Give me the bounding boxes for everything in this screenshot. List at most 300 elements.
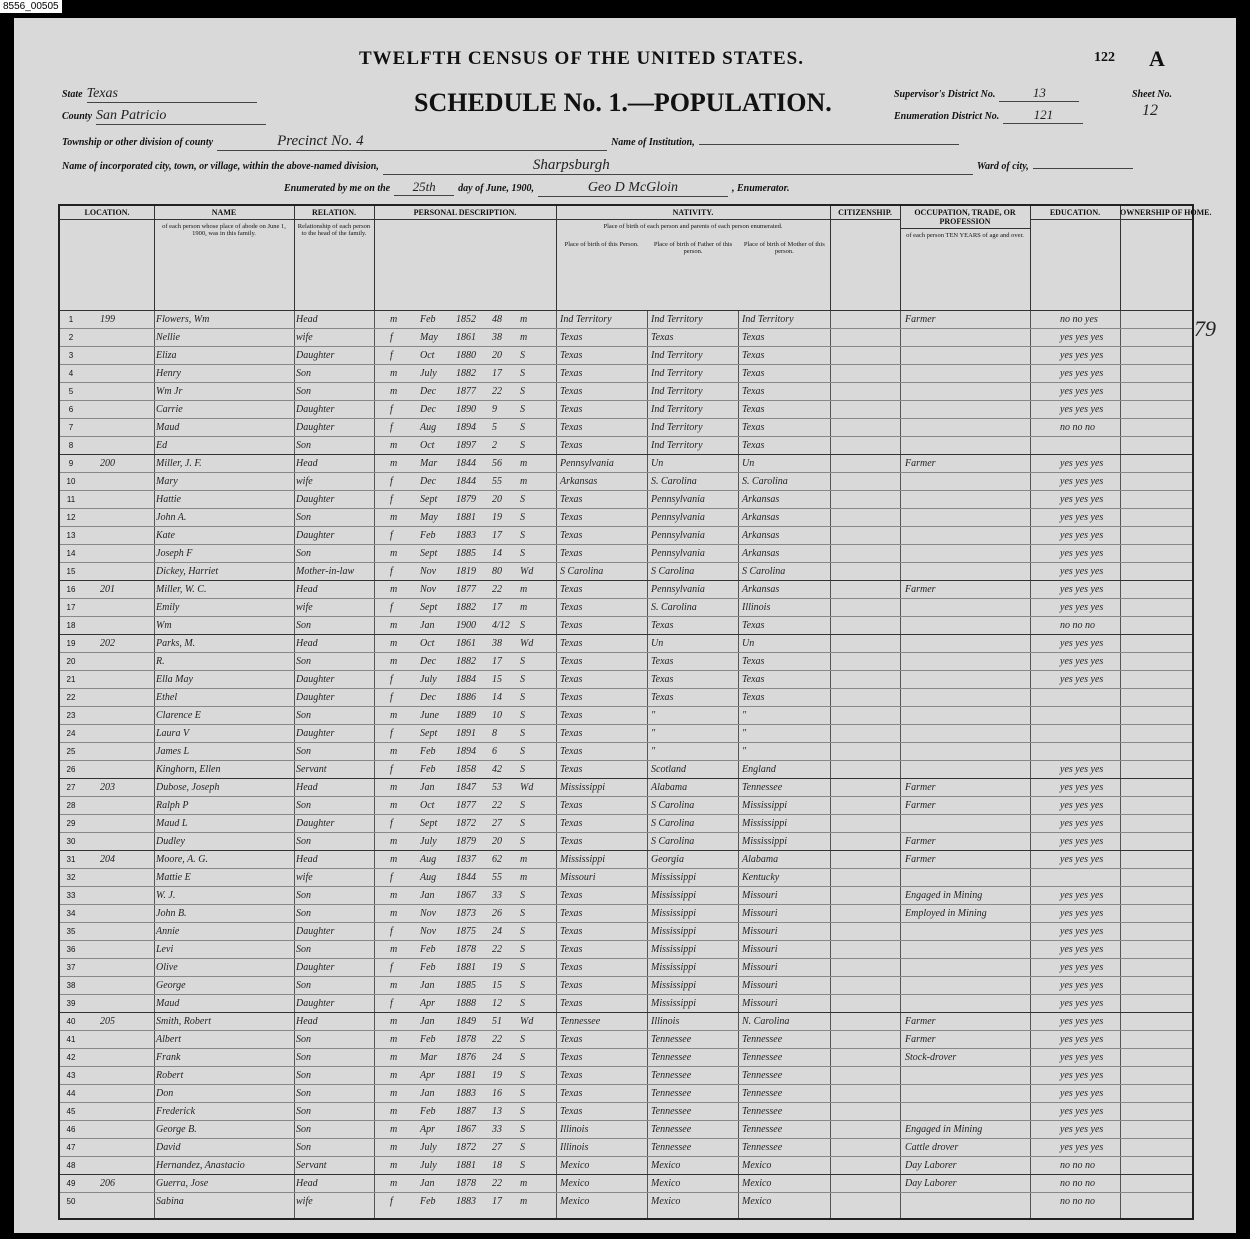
cell-family xyxy=(100,509,150,527)
cell-name: Joseph F xyxy=(156,548,193,559)
cell-mother: Arkansas xyxy=(742,494,780,505)
cell-mother: Texas xyxy=(742,332,765,343)
cell-father: Tennessee xyxy=(651,1142,692,1153)
cell-sex: m xyxy=(390,1160,398,1171)
cell-mother: " xyxy=(742,746,747,757)
cell-year: 1875 xyxy=(456,926,476,937)
cell-name: Albert xyxy=(156,1034,181,1045)
cell-occ xyxy=(905,365,1029,383)
cell-n: 24 xyxy=(66,729,76,738)
cell-sex: f xyxy=(390,674,393,685)
cell-occ xyxy=(905,437,1029,455)
cell-name: Mary xyxy=(156,476,178,487)
cell-year: 1877 xyxy=(456,584,476,595)
sheet-label: Sheet No. xyxy=(1132,89,1172,100)
cell-born: Tennessee xyxy=(560,1016,601,1027)
cell-rel: Daughter xyxy=(296,350,335,361)
cell-family xyxy=(100,815,150,833)
cell-age: 2 xyxy=(492,440,497,451)
cell-rel: Son xyxy=(296,980,311,991)
cell-marital: S xyxy=(520,350,525,361)
cell-n: 13 xyxy=(66,531,76,540)
cell-edu: yes yes yes xyxy=(1060,944,1104,955)
cell-born: Arkansas xyxy=(560,476,598,487)
cell-edu: yes yes yes xyxy=(1060,908,1104,919)
cell-month: Feb xyxy=(420,1106,436,1117)
cell-age: 17 xyxy=(492,656,502,667)
table-row xyxy=(60,724,1192,743)
cell-n: 23 xyxy=(66,711,76,720)
cell-marital: m xyxy=(520,458,528,469)
cell-edu: no no no xyxy=(1060,1160,1095,1171)
cell-sex: f xyxy=(390,926,393,937)
cell-born: Texas xyxy=(560,368,583,379)
cell-rel: Son xyxy=(296,368,311,379)
table-row xyxy=(60,1192,1192,1211)
ward-label: Ward of city, xyxy=(976,161,1029,172)
cell-sex: m xyxy=(390,980,398,991)
cell-marital: S xyxy=(520,674,525,685)
cell-year: 1894 xyxy=(456,422,476,433)
cell-occ xyxy=(905,869,1029,887)
cell-year: 1886 xyxy=(456,692,476,703)
enumerated-label: Enumerated by me on the xyxy=(284,183,391,194)
cell-marital: Wd xyxy=(520,1016,534,1027)
cell-mother: Tennessee xyxy=(742,1142,783,1153)
cell-edu: yes yes yes xyxy=(1060,962,1104,973)
cell-occ xyxy=(905,995,1029,1013)
cell-n: 28 xyxy=(66,801,76,810)
cell-n: 49 xyxy=(66,1179,76,1188)
cell-month: Jan xyxy=(420,890,435,901)
cell-year: 1880 xyxy=(456,350,476,361)
cell-father: Ind Territory xyxy=(651,440,703,451)
cell-marital: S xyxy=(520,512,525,523)
cell-n: 27 xyxy=(66,783,76,792)
cell-father: Pennsylvania xyxy=(651,512,705,523)
cell-marital: Wd xyxy=(520,566,534,577)
cell-marital: S xyxy=(520,890,525,901)
cell-father: Texas xyxy=(651,332,674,343)
cell-father: Mississippi xyxy=(651,980,697,991)
cell-family xyxy=(100,383,150,401)
cell-family xyxy=(100,671,150,689)
birth-mother-header: Place of birth of Mother of this person. xyxy=(743,241,825,256)
cell-mother: Texas xyxy=(742,440,765,451)
table-row xyxy=(60,886,1192,905)
cell-age: 20 xyxy=(492,350,502,361)
cell-rel: Daughter xyxy=(296,998,335,1009)
cell-father: Pennsylvania xyxy=(651,530,705,541)
cell-occ xyxy=(905,1067,1029,1085)
cell-father: S. Carolina xyxy=(651,476,697,487)
cell-n: 26 xyxy=(66,765,76,774)
cell-family xyxy=(100,653,150,671)
cell-n: 16 xyxy=(66,585,76,594)
cell-edu xyxy=(1060,707,1120,725)
enumerated-month: day of June, 1900, xyxy=(458,183,534,194)
cell-year: 1879 xyxy=(456,494,476,505)
cell-father: Mexico xyxy=(651,1196,681,1207)
cell-year: 1872 xyxy=(456,818,476,829)
cell-family xyxy=(100,1049,150,1067)
cell-name: Hattie xyxy=(156,494,181,505)
cell-born: Illinois xyxy=(560,1142,589,1153)
cell-born: Illinois xyxy=(560,1124,589,1135)
cell-sex: f xyxy=(390,692,393,703)
enumeration-field xyxy=(894,106,1083,124)
enumerated-day: 25th xyxy=(394,179,454,196)
cell-edu: yes yes yes xyxy=(1060,386,1104,397)
cell-month: Nov xyxy=(420,566,437,577)
cell-edu xyxy=(1060,689,1120,707)
enumerator-name: Geo D McGloin xyxy=(538,180,728,197)
state-field xyxy=(62,84,257,103)
cell-family xyxy=(100,977,150,995)
cell-family xyxy=(100,1157,150,1175)
cell-family: 203 xyxy=(100,782,115,793)
cell-mother: Tennessee xyxy=(742,1124,783,1135)
cell-family: 206 xyxy=(100,1178,115,1189)
cell-father: Tennessee xyxy=(651,1070,692,1081)
state-label: State xyxy=(62,89,83,100)
table-row xyxy=(60,490,1192,509)
cell-marital: Wd xyxy=(520,782,534,793)
cell-family xyxy=(100,437,150,455)
table-row xyxy=(60,868,1192,887)
cell-sex: m xyxy=(390,440,398,451)
cell-occ: Employed in Mining xyxy=(905,908,987,919)
cell-occ xyxy=(905,563,1029,581)
cell-born: Texas xyxy=(560,350,583,361)
cell-age: 48 xyxy=(492,314,502,325)
cell-born: Texas xyxy=(560,584,583,595)
cell-mother: Mexico xyxy=(742,1178,772,1189)
cell-edu: yes yes yes xyxy=(1060,404,1104,415)
census-sheet xyxy=(14,18,1236,1233)
cell-rel: Daughter xyxy=(296,728,335,739)
cell-name: David xyxy=(156,1142,181,1153)
table-row xyxy=(60,364,1192,383)
cell-name: Clarence E xyxy=(156,710,201,721)
cell-mother: Missouri xyxy=(742,944,778,955)
cell-edu: no no no xyxy=(1060,1196,1095,1207)
cell-n: 12 xyxy=(66,513,76,522)
cell-father: " xyxy=(651,710,656,721)
cell-month: Sept xyxy=(420,548,438,559)
sheet-field xyxy=(1132,84,1172,102)
cell-edu: no no no xyxy=(1060,422,1095,433)
cell-sex: f xyxy=(390,962,393,973)
cell-born: Texas xyxy=(560,1052,583,1063)
supervisor-label: Supervisor's District No. xyxy=(894,89,996,100)
cell-age: 26 xyxy=(492,908,502,919)
cell-month: Dec xyxy=(420,386,437,397)
cell-mother: Tennessee xyxy=(742,1088,783,1099)
city-field xyxy=(62,156,1133,175)
cell-age: 20 xyxy=(492,494,502,505)
col-name: NAME of each person whose place of abode on June 1, 1900, was in this family. xyxy=(154,206,295,310)
cell-name: Maud L xyxy=(156,818,188,829)
cell-father: Illinois xyxy=(651,1016,680,1027)
supervisor-value: 13 xyxy=(999,85,1079,102)
cell-occ: Farmer xyxy=(905,800,936,811)
cell-occ: Stock-drover xyxy=(905,1052,957,1063)
cell-name: George xyxy=(156,980,186,991)
cell-n: 45 xyxy=(66,1107,76,1116)
cell-family xyxy=(100,833,150,851)
page-number: 122 xyxy=(1094,50,1115,65)
cell-year: 1819 xyxy=(456,566,476,577)
cell-year: 1884 xyxy=(456,674,476,685)
cell-father: Texas xyxy=(651,692,674,703)
cell-age: 12 xyxy=(492,998,502,1009)
cell-year: 1900 xyxy=(456,620,476,631)
cell-sex: f xyxy=(390,530,393,541)
cell-family: 205 xyxy=(100,1016,115,1027)
table-row xyxy=(60,1102,1192,1121)
cell-age: 62 xyxy=(492,854,502,865)
cell-born: Texas xyxy=(560,836,583,847)
table-row xyxy=(60,1156,1192,1175)
cell-family xyxy=(100,401,150,419)
city-label: Name of incorporated city, town, or village, within the above-named division, xyxy=(62,161,379,172)
cell-year: 1881 xyxy=(456,962,476,973)
cell-father: S Carolina xyxy=(651,836,695,847)
cell-father: Pennsylvania xyxy=(651,494,705,505)
cell-name: Moore, A. G. xyxy=(156,854,208,865)
cell-month: May xyxy=(420,332,438,343)
cell-edu: yes yes yes xyxy=(1060,1016,1104,1027)
cell-year: 1877 xyxy=(456,800,476,811)
table-row xyxy=(60,814,1192,833)
ward-value xyxy=(1033,168,1133,169)
cell-rel: wife xyxy=(296,602,313,613)
cell-marital: S xyxy=(520,764,525,775)
cell-year: 1849 xyxy=(456,1016,476,1027)
cell-family xyxy=(100,887,150,905)
cell-marital: m xyxy=(520,1178,528,1189)
cell-month: July xyxy=(420,674,437,685)
table-row xyxy=(60,1066,1192,1085)
table-row xyxy=(60,598,1192,617)
supervisor-field xyxy=(894,84,1079,102)
cell-sex: f xyxy=(390,350,393,361)
cell-occ: Farmer xyxy=(905,314,936,325)
cell-age: 22 xyxy=(492,386,502,397)
cell-n: 2 xyxy=(68,333,74,342)
cell-age: 27 xyxy=(492,818,502,829)
cell-age: 18 xyxy=(492,1160,502,1171)
cell-sex: m xyxy=(390,890,398,901)
cell-sex: m xyxy=(390,638,398,649)
cell-born: Texas xyxy=(560,746,583,757)
cell-father: Texas xyxy=(651,674,674,685)
cell-edu: yes yes yes xyxy=(1060,332,1104,343)
cell-rel: Head xyxy=(296,854,318,865)
cell-n: 18 xyxy=(66,621,76,630)
cell-rel: Son xyxy=(296,944,311,955)
cell-sex: f xyxy=(390,998,393,1009)
cell-occ xyxy=(905,509,1029,527)
col-relation: RELATION. Relationship of each person to the head of the family. xyxy=(294,206,375,310)
cell-edu: yes yes yes xyxy=(1060,1106,1104,1117)
cell-rel: Daughter xyxy=(296,422,335,433)
table-row xyxy=(60,472,1192,491)
cell-edu: yes yes yes xyxy=(1060,980,1104,991)
schedule-title: SCHEDULE No. 1.—POPULATION. xyxy=(414,88,832,117)
cell-family xyxy=(100,545,150,563)
cell-sex: m xyxy=(390,584,398,595)
cell-year: 1881 xyxy=(456,512,476,523)
cell-mother: Arkansas xyxy=(742,530,780,541)
cell-month: Oct xyxy=(420,638,435,649)
cell-born: Texas xyxy=(560,440,583,451)
cell-born: Texas xyxy=(560,1070,583,1081)
cell-mother: Texas xyxy=(742,656,765,667)
cell-father: " xyxy=(651,746,656,757)
table-row xyxy=(60,922,1192,941)
cell-marital: S xyxy=(520,908,525,919)
cell-sex: m xyxy=(390,1016,398,1027)
cell-born: Mexico xyxy=(560,1178,590,1189)
cell-year: 1878 xyxy=(456,1178,476,1189)
cell-n: 47 xyxy=(66,1143,76,1152)
cell-mother: Mississippi xyxy=(742,818,788,829)
cell-rel: Son xyxy=(296,1106,311,1117)
cell-occ: Farmer xyxy=(905,458,936,469)
cell-sex: m xyxy=(390,836,398,847)
cell-month: Jan xyxy=(420,620,435,631)
cell-marital: S xyxy=(520,386,525,397)
cell-sex: m xyxy=(390,1106,398,1117)
cell-born: Mexico xyxy=(560,1196,590,1207)
cell-edu: yes yes yes xyxy=(1060,854,1104,865)
cell-n: 39 xyxy=(66,999,76,1008)
cell-year: 1844 xyxy=(456,872,476,883)
cell-marital: S xyxy=(520,656,525,667)
cell-month: Nov xyxy=(420,584,437,595)
cell-marital: S xyxy=(520,1106,525,1117)
cell-occ xyxy=(905,527,1029,545)
cell-name: Wm Jr xyxy=(156,386,183,397)
cell-family: 200 xyxy=(100,458,115,469)
cell-born: Texas xyxy=(560,530,583,541)
cell-year: 1888 xyxy=(456,998,476,1009)
cell-marital: m xyxy=(520,1196,528,1207)
table-row xyxy=(60,1174,1192,1193)
table-row xyxy=(60,994,1192,1013)
cell-name: John A. xyxy=(156,512,187,523)
cell-edu: yes yes yes xyxy=(1060,1034,1104,1045)
cell-age: 22 xyxy=(492,1178,502,1189)
cell-n: 5 xyxy=(68,387,74,396)
cell-sex: f xyxy=(390,872,393,883)
cell-edu: yes yes yes xyxy=(1060,1124,1104,1135)
cell-n: 48 xyxy=(66,1161,76,1170)
cell-occ xyxy=(905,815,1029,833)
cell-born: Texas xyxy=(560,998,583,1009)
table-row xyxy=(60,634,1192,653)
cell-occ xyxy=(905,617,1029,635)
cell-name: Emily xyxy=(156,602,180,613)
cell-mother: Tennessee xyxy=(742,1052,783,1063)
cell-occ xyxy=(905,635,1029,653)
cell-month: Dec xyxy=(420,656,437,667)
cell-born: Texas xyxy=(560,1106,583,1117)
cell-born: Pennsylvania xyxy=(560,458,614,469)
cell-rel: Head xyxy=(296,782,318,793)
cell-edu: yes yes yes xyxy=(1060,1142,1104,1153)
cell-mother: " xyxy=(742,710,747,721)
cell-mother: Texas xyxy=(742,386,765,397)
cell-month: Feb xyxy=(420,764,436,775)
cell-edu xyxy=(1060,743,1120,761)
cell-family xyxy=(100,689,150,707)
cell-n: 36 xyxy=(66,945,76,954)
cell-rel: Head xyxy=(296,1016,318,1027)
cell-name: Maud xyxy=(156,998,180,1009)
cell-family xyxy=(100,869,150,887)
col-location: LOCATION. xyxy=(60,206,155,310)
cell-month: Mar xyxy=(420,458,438,469)
cell-n: 9 xyxy=(68,459,74,468)
cell-father: S Carolina xyxy=(651,800,695,811)
cell-sex: m xyxy=(390,800,398,811)
cell-family xyxy=(100,347,150,365)
cell-born: Texas xyxy=(560,422,583,433)
cell-occ xyxy=(905,1193,1029,1211)
cell-age: 24 xyxy=(492,1052,502,1063)
cell-year: 1872 xyxy=(456,1142,476,1153)
cell-month: Jan xyxy=(420,782,435,793)
cell-family xyxy=(100,923,150,941)
cell-sex: m xyxy=(390,620,398,631)
cell-rel: Daughter xyxy=(296,818,335,829)
col-citizenship: CITIZENSHIP. xyxy=(830,206,901,310)
cell-born: Texas xyxy=(560,1088,583,1099)
cell-age: 5 xyxy=(492,422,497,433)
cell-edu: yes yes yes xyxy=(1060,458,1104,469)
cell-occ xyxy=(905,941,1029,959)
cell-month: Dec xyxy=(420,476,437,487)
cell-n: 3 xyxy=(68,351,74,360)
cell-month: Dec xyxy=(420,404,437,415)
cell-occ xyxy=(905,671,1029,689)
cell-father: Georgia xyxy=(651,854,684,865)
cell-edu: yes yes yes xyxy=(1060,890,1104,901)
cell-rel: wife xyxy=(296,476,313,487)
cell-mother: Un xyxy=(742,458,755,469)
cell-age: 15 xyxy=(492,674,502,685)
cell-year: 1882 xyxy=(456,368,476,379)
table-row xyxy=(60,1012,1192,1031)
cell-sex: m xyxy=(390,314,398,325)
cell-mother: Texas xyxy=(742,404,765,415)
cell-rel: wife xyxy=(296,1196,313,1207)
cell-rel: Servant xyxy=(296,764,327,775)
cell-occ: Engaged in Mining xyxy=(905,890,983,901)
cell-occ: Farmer xyxy=(905,782,936,793)
cell-sex: m xyxy=(390,944,398,955)
birth-self-header: Place of birth of this Person. xyxy=(564,241,639,249)
cell-family xyxy=(100,599,150,617)
cell-born: Texas xyxy=(560,944,583,955)
cell-occ xyxy=(905,761,1029,779)
cell-month: June xyxy=(420,710,439,721)
cell-rel: Son xyxy=(296,800,311,811)
cell-age: 38 xyxy=(492,638,502,649)
